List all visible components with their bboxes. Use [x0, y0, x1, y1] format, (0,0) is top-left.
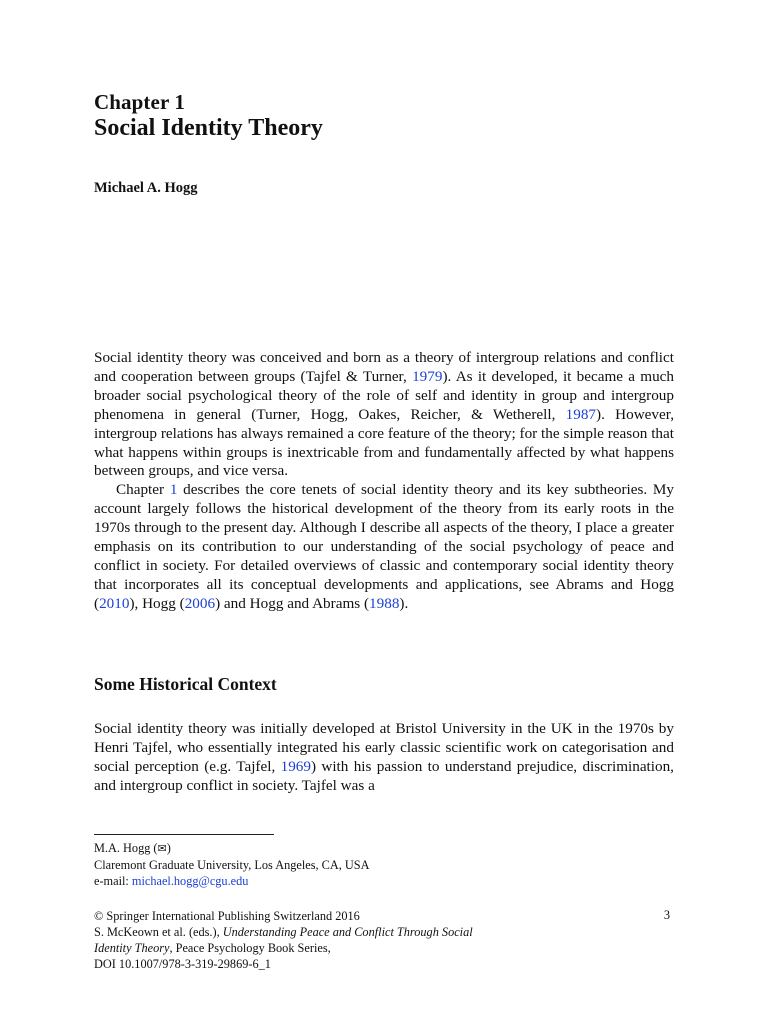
- history-paragraph-1: [94, 720, 674, 796]
- chapter-label: Chapter 1: [94, 90, 185, 114]
- text-run: ): [166, 841, 171, 855]
- citation-link[interactable]: 1987: [565, 405, 597, 423]
- text-run: ). As it developed, it became a much broader social psychological theory of the role of self and identity in group and intergroup phenomena in general (Turner, Hogg, Oakes, Reicher, & Wetherell,: [94, 367, 674, 423]
- chapter-title: Social Identity Theory: [94, 115, 323, 141]
- text-run: Chapter: [116, 481, 170, 499]
- text-run: ), Hogg (: [129, 594, 185, 612]
- footnote-affiliation: Claremont Graduate University, Los Angeles, CA, USA: [94, 858, 370, 872]
- citation-line-1: [94, 924, 674, 940]
- intro-section: [94, 349, 674, 614]
- author-name: Michael A. Hogg: [94, 180, 198, 196]
- history-section: [94, 720, 674, 796]
- text-run: ) and Hogg and Abrams (: [215, 594, 370, 612]
- author-footnote: [94, 840, 370, 889]
- text-run: Social identity theory was initially developed at Bristol University in the UK in the 1970s by Henri Tajfel, who essentially integrated his early classic scientific work on categorisation and social perception (e.g. Tajfel,: [94, 720, 674, 775]
- citation-line-2: [94, 940, 674, 956]
- citation-link[interactable]: 1969: [280, 757, 311, 775]
- citation-link[interactable]: 1988: [369, 594, 400, 612]
- footnote-author: M.A. Hogg (: [94, 841, 158, 855]
- envelope-icon: ✉: [157, 843, 167, 855]
- text-run: describes the core tenets of social identity theory and its key subtheories. My account largely follows the historical development of the theory from its early roots in the 1970s through to the present day. Although I describe all aspects of the theory, I place a greater emphasis on its contribution to our understanding of the social psychology of peace and conflict in society. For detailed overviews of classic and contemporary social identity theory that incorporates all its conceptual developments and applications, see Abrams and Hogg (: [94, 481, 674, 612]
- citation-link[interactable]: 2010: [99, 594, 130, 612]
- intro-paragraph-1: [94, 349, 674, 481]
- page-number: 3: [663, 908, 670, 922]
- text-run: ).: [399, 594, 409, 612]
- footnote-author-line: [94, 840, 370, 857]
- chapter-link[interactable]: 1: [169, 481, 178, 499]
- citation-link[interactable]: 2006: [184, 594, 216, 612]
- citation-link[interactable]: 1979: [412, 367, 443, 385]
- intro-paragraph-2: [94, 481, 674, 613]
- footnote-email-line: [94, 873, 370, 889]
- book-title-part-2: Identity Theory: [94, 941, 170, 955]
- text-run: Social identity theory was conceived and born as a theory of intergroup relations and conflict and cooperation between groups (Tajfel & Turner,: [94, 349, 674, 385]
- email-label: e-mail:: [94, 874, 132, 888]
- book-title-part-1: Understanding Peace and Conflict Through Social: [222, 925, 473, 939]
- copyright-line: © Springer International Publishing Switzerland 2016: [94, 909, 360, 923]
- text-run: S. McKeown et al. (eds.),: [94, 925, 223, 939]
- text-run: ). However, intergroup relations has always remained a core feature of the theory; for the simple reason that what happens within groups is inextricable from and fundamentally affected by what happens between groups, and vice versa.: [94, 405, 674, 480]
- doi-line: DOI 10.1007/978-3-319-29869-6_1: [94, 957, 271, 971]
- section-heading: Some Historical Context: [94, 674, 277, 694]
- email-link[interactable]: michael.hogg@cgu.edu: [131, 874, 249, 888]
- text-run: , Peace Psychology Book Series,: [169, 941, 331, 955]
- footnote-divider: [94, 834, 274, 835]
- text-run: ) with his passion to understand prejudice, discrimination, and intergroup conflict in society. Tajfel was a: [94, 757, 674, 794]
- copyright-block: [94, 908, 674, 972]
